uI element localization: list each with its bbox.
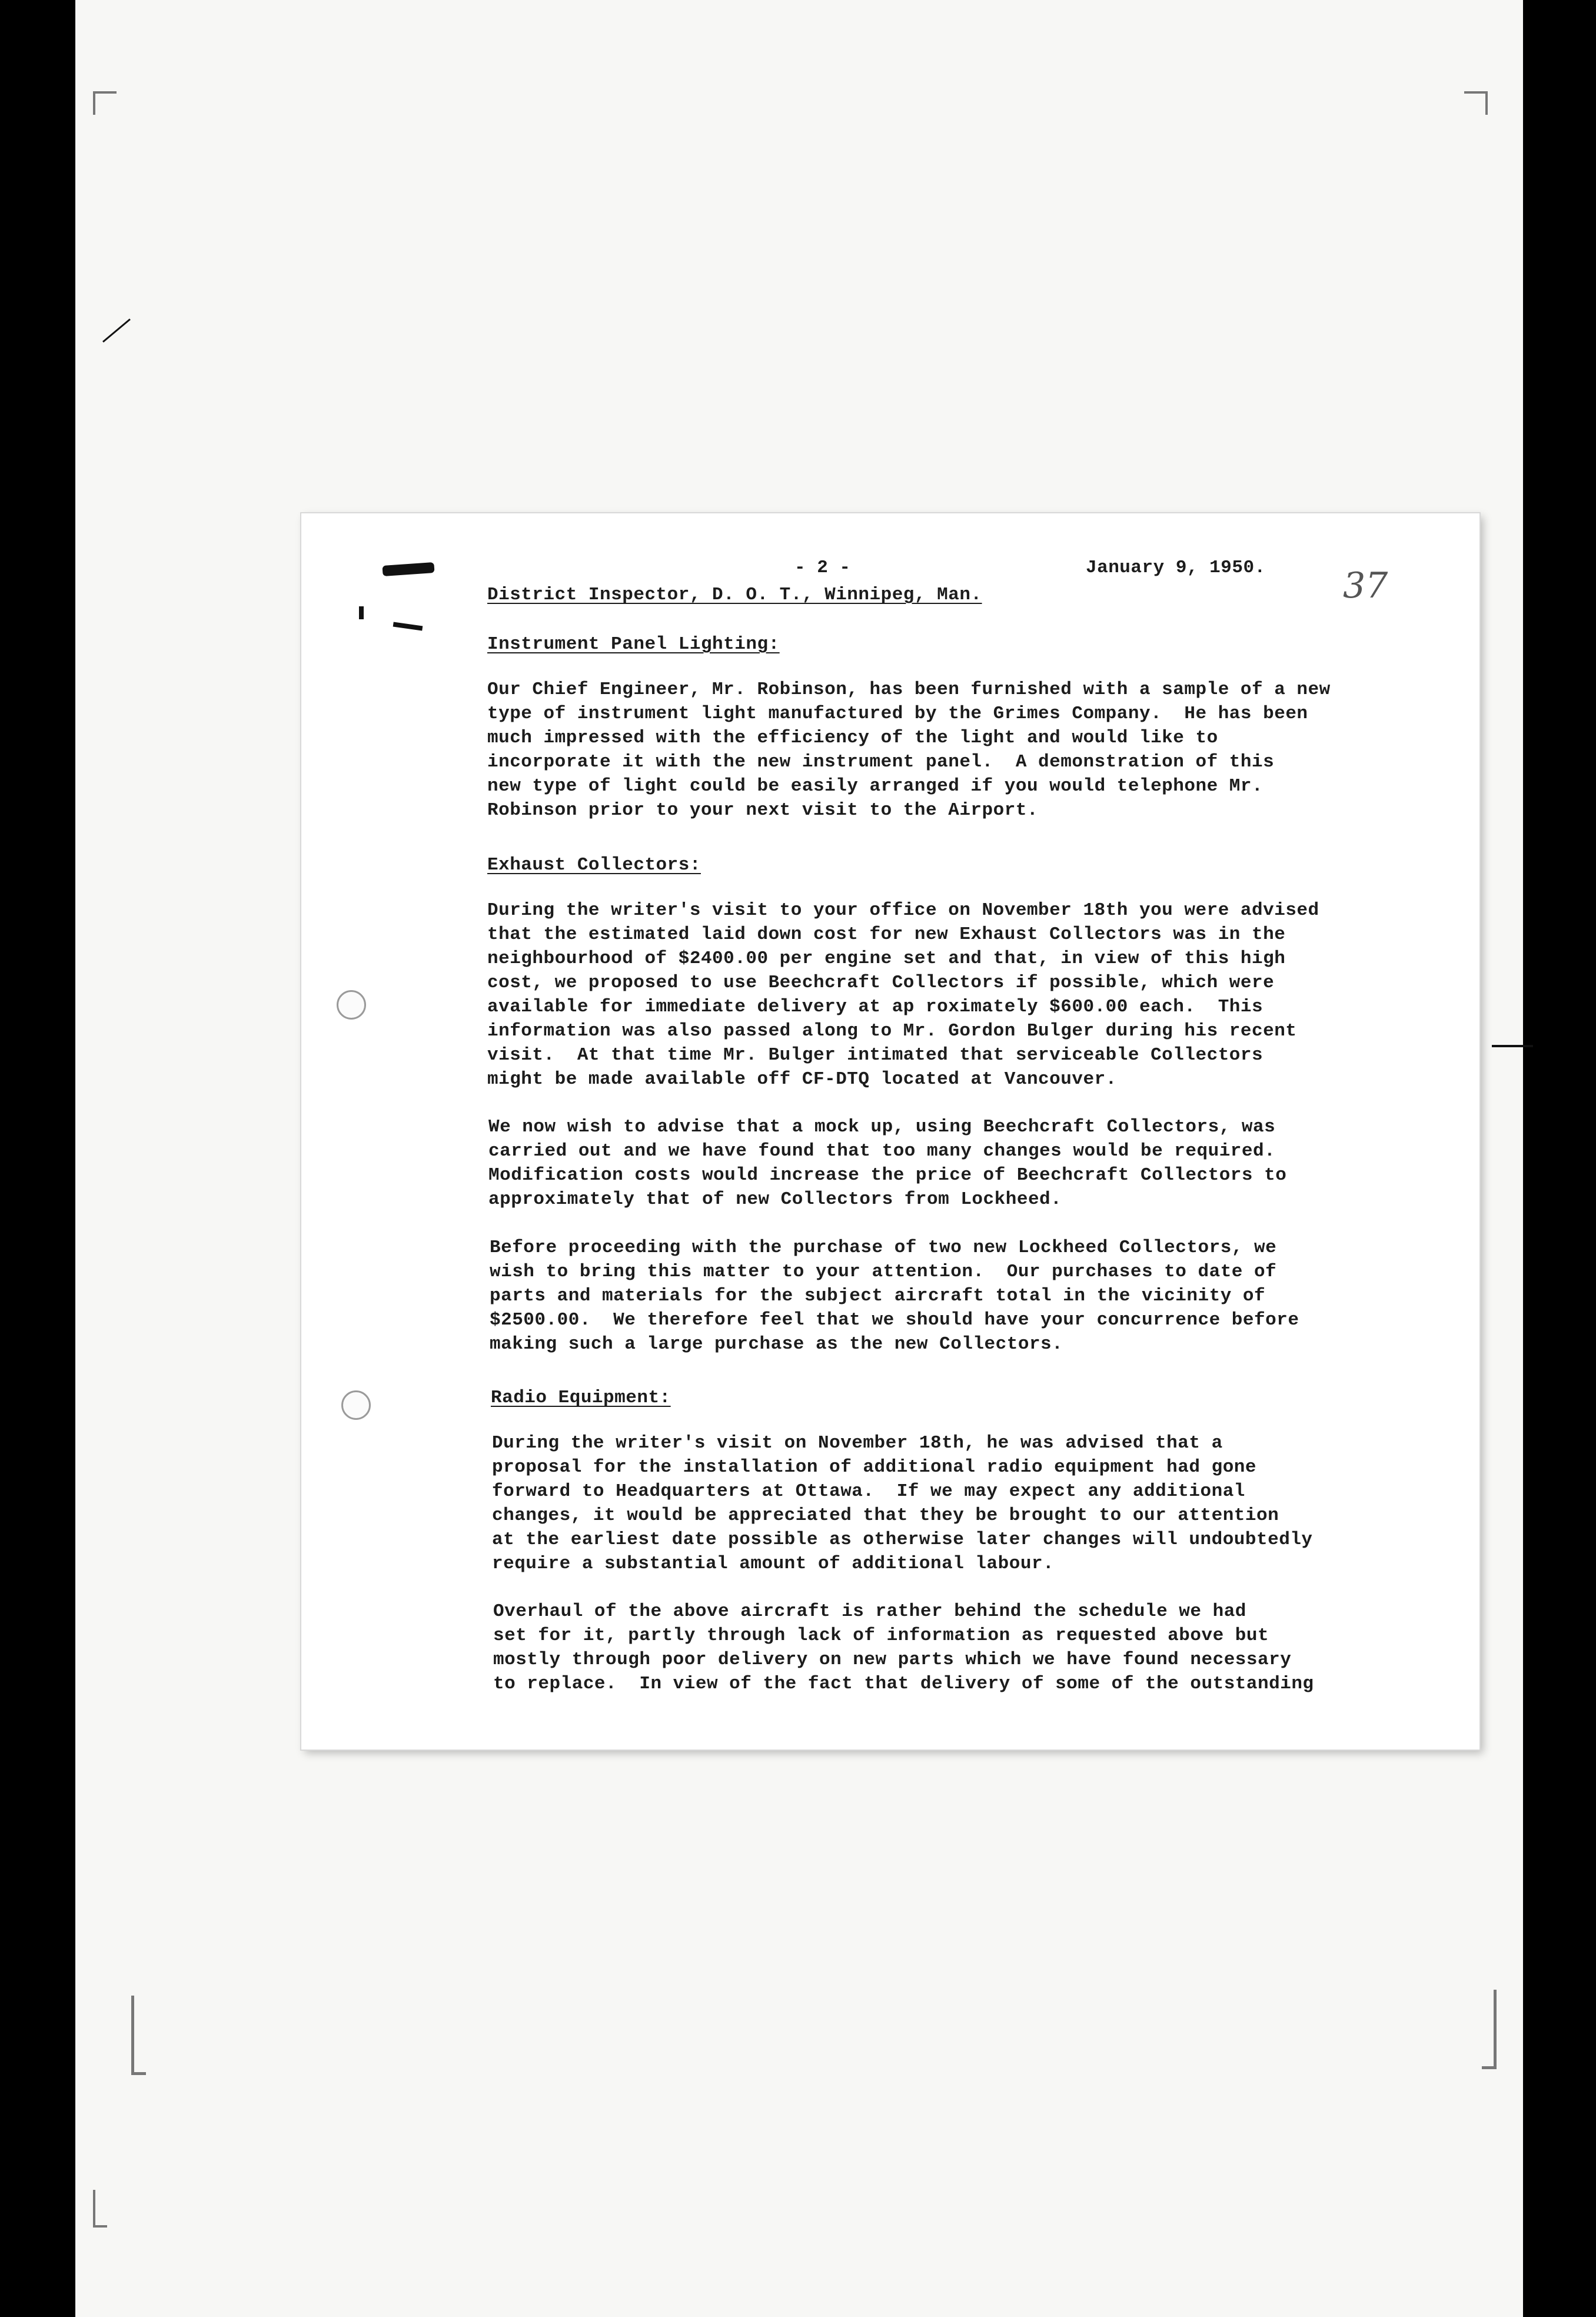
body-line: We now wish to advise that a mock up, using Beechcraft Collectors, was <box>488 1117 1276 1137</box>
crop-mark-top-left <box>93 91 117 115</box>
body-line: at the earliest date possible as otherwise later changes will undoubtedly <box>492 1529 1313 1550</box>
crop-mark-lower-left <box>93 2190 107 2228</box>
handwritten-folio-number: 37 <box>1343 565 1388 606</box>
body-line: that the estimated laid down cost for new Exhaust Collectors was in the <box>487 924 1286 945</box>
body-line: new type of light could be easily arranged if you would telephone Mr. <box>487 776 1264 796</box>
body-line: $2500.00. We therefore feel that we should have your concurrence before <box>490 1310 1299 1330</box>
body-line: cost, we proposed to use Beechcraft Collectors if possible, which were <box>487 972 1275 993</box>
body-line: visit. At that time Mr. Bulger intimated that serviceable Collectors <box>487 1045 1264 1065</box>
letter-date: January 9, 1950. <box>1086 557 1266 578</box>
body-line: to replace. In view of the fact that delivery of some of the outstanding <box>493 1674 1314 1694</box>
body-line: approximately that of new Collectors from Lockheed. <box>488 1189 1062 1210</box>
body-line: incorporate it with the new instrument panel. A demonstration of this <box>487 752 1275 772</box>
body-line: During the writer's visit to your office on November 18th you were advised <box>487 900 1319 921</box>
body-line: Before proceeding with the purchase of two new Lockheed Collectors, we <box>490 1237 1277 1258</box>
body-line: type of instrument light manufactured by the Grimes Company. He has been <box>487 703 1308 724</box>
body-line: much impressed with the efficiency of the light and would like to <box>487 728 1218 748</box>
body-line: wish to bring this matter to your attention. Our purchases to date of <box>490 1262 1277 1282</box>
body-line: Overhaul of the above aircraft is rather behind the schedule we had <box>493 1601 1246 1622</box>
body-line: changes, it would be appreciated that they be brought to our attention <box>492 1505 1279 1526</box>
edge-mark <box>1492 1045 1533 1047</box>
crop-mark-top-right <box>1464 91 1488 115</box>
body-line: require a substantial amount of additional labour. <box>492 1553 1055 1574</box>
body-line: proposal for the installation of additional radio equipment had gone <box>492 1457 1257 1478</box>
punch-hole <box>337 990 366 1020</box>
body-line: forward to Headquarters at Ottawa. If we may expect any additional <box>492 1481 1245 1502</box>
punch-hole <box>341 1390 371 1420</box>
section-heading: Exhaust Collectors: <box>487 855 701 875</box>
section-heading: Instrument Panel Lighting: <box>487 634 780 655</box>
crop-mark-bottom-left <box>131 1996 146 2075</box>
body-line: information was also passed along to Mr. Gordon Bulger during his recent <box>487 1021 1297 1041</box>
ink-smudge <box>359 606 364 619</box>
body-line: mostly through poor delivery on new parts which we have found necessary <box>493 1649 1292 1670</box>
body-line: neighbourhood of $2400.00 per engine set and that, in view of this high <box>487 948 1286 969</box>
page-number: - 2 - <box>794 557 851 578</box>
body-line: carried out and we have found that too many changes would be required. <box>488 1141 1276 1161</box>
body-line: Robinson prior to your next visit to the Airport. <box>487 800 1039 821</box>
body-line: making such a large purchase as the new Collectors. <box>490 1334 1063 1355</box>
body-line: During the writer's visit on November 18th, he was advised that a <box>492 1433 1223 1453</box>
crop-mark-bottom-right <box>1482 1990 1497 2069</box>
body-line: parts and materials for the subject aircraft total in the vicinity of <box>490 1286 1266 1306</box>
body-line: might be made available off CF-DTQ located at Vancouver. <box>487 1069 1117 1090</box>
body-line: set for it, partly through lack of information as requested above but <box>493 1625 1269 1646</box>
body-line: Our Chief Engineer, Mr. Robinson, has been furnished with a sample of a new <box>487 679 1331 700</box>
body-line: available for immediate delivery at ap roximately $600.00 each. This <box>487 997 1264 1017</box>
section-heading: Radio Equipment: <box>491 1387 671 1408</box>
body-line: Modification costs would increase the price of Beechcraft Collectors to <box>488 1165 1287 1186</box>
addressee: District Inspector, D. O. T., Winnipeg, Man. <box>487 585 982 605</box>
